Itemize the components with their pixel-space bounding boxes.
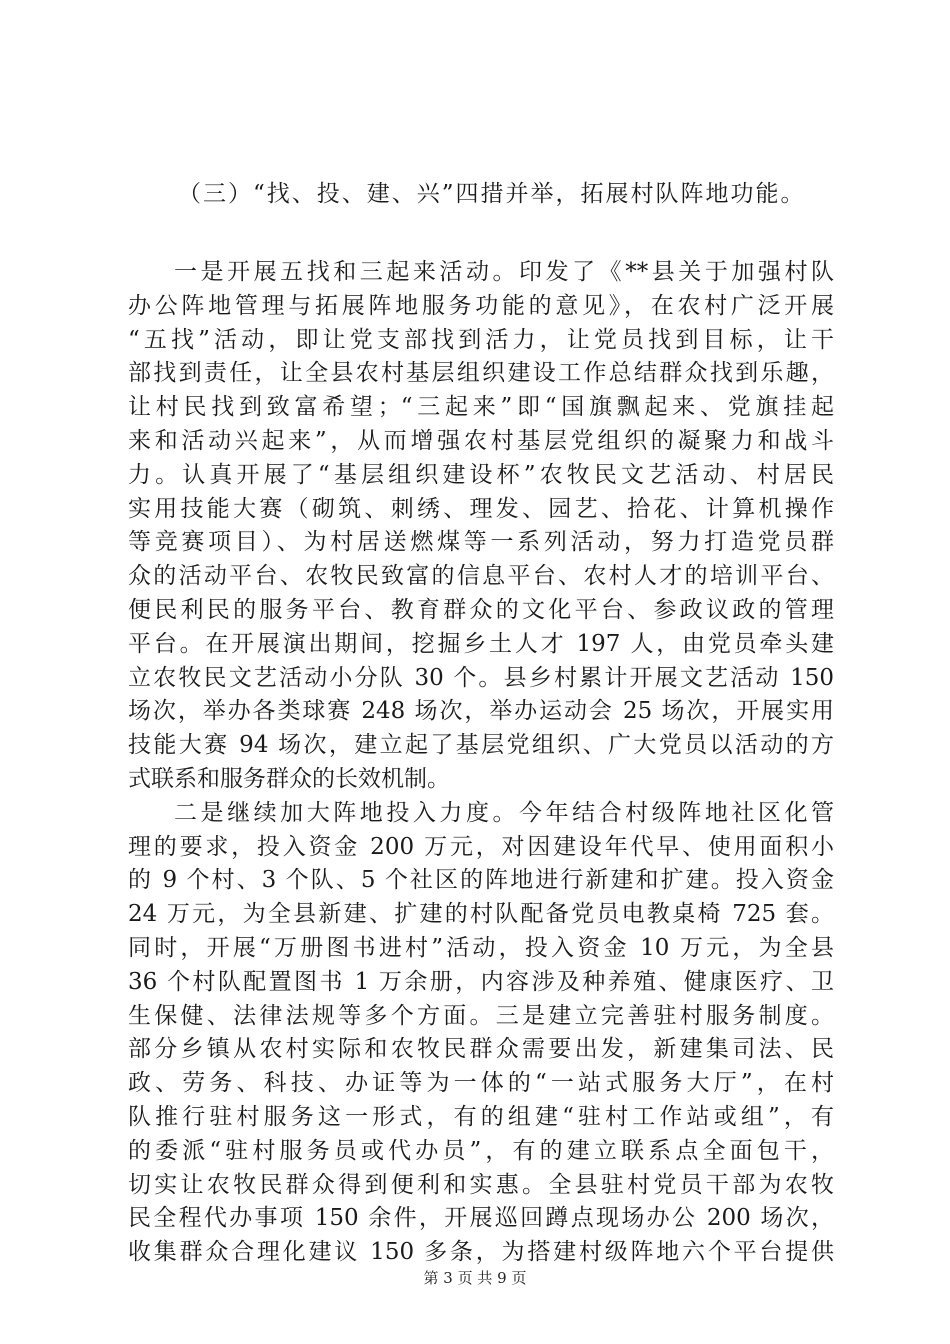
paragraph-line: 民全程代办事项 150 余件，开展巡回蹲点现场办公 200 场次， — [128, 1205, 834, 1232]
paragraph-line: 技能大赛 94 场次，建立起了基层党组织、广大党员以活动的方 — [128, 732, 834, 759]
paragraph-line: 办公阵地管理与拓展阵地服务功能的意见》，在农村广泛开展 — [128, 292, 834, 319]
paragraph-line: 切实让农牧民群众得到便利和实惠。全县驻村党员干部为农牧 — [128, 1171, 834, 1198]
paragraph-line: 二是继续加大阵地投入力度。今年结合村级阵地社区化管 — [174, 799, 834, 826]
paragraph-line: 同时，开展“万册图书进村”活动，投入资金 10 万元，为全县 — [128, 934, 834, 961]
paragraph-line: 队推行驻村服务这一形式，有的组建“驻村工作站或组”，有 — [128, 1103, 834, 1130]
section-heading: （三）“找、投、建、兴”四措并举，拓展村队阵地功能。 — [178, 181, 806, 207]
paragraph-line: 立农牧民文艺活动小分队 30 个。县乡村累计开展文艺活动 150 — [128, 664, 834, 691]
paragraph-line: 24 万元，为全县新建、扩建的村队配备党员电教桌椅 725 套。 — [128, 901, 834, 928]
paragraph-line: 来和活动兴起来”，从而增强农村基层党组织的凝聚力和战斗 — [128, 427, 834, 454]
paragraph-line: 式联系和服务群众的长效机制。 — [128, 765, 450, 792]
paragraph-line: 一是开展五找和三起来活动。印发了《**县关于加强村队 — [174, 259, 834, 285]
paragraph-line: 实用技能大赛（砌筑、刺绣、理发、园艺、拾花、计算机操作 — [128, 495, 834, 522]
paragraph-line: 便民利民的服务平台、教育群众的文化平台、参政议政的管理 — [128, 596, 834, 623]
paragraph-line: 36 个村队配置图书 1 万余册，内容涉及种养殖、健康医疗、卫 — [128, 968, 834, 995]
page-footer: 第 3 页 共 9 页 — [423, 1269, 527, 1287]
paragraph-line: 的 9 个村、3 个队、5 个社区的阵地进行新建和扩建。投入资金 — [128, 867, 834, 894]
paragraph-line: “五找”活动，即让党支部找到活力，让党员找到目标，让干 — [128, 326, 834, 353]
paragraph-line: 的委派“驻村服务员或代办员”，有的建立联系点全面包干， — [128, 1137, 834, 1164]
paragraph-line: 平台。在开展演出期间，挖掘乡土人才 197 人，由党员牵头建 — [128, 630, 834, 657]
paragraph-line: 收集群众合理化建议 150 多条，为搭建村级阵地六个平台提供 — [128, 1239, 834, 1266]
paragraph-line: 生保健、法律法规等多个方面。三是建立完善驻村服务制度。 — [128, 1002, 834, 1029]
paragraph-line: 部分乡镇从农村实际和农牧民群众需要出发，新建集司法、民 — [128, 1036, 834, 1063]
paragraph-line: 部找到责任，让全县农村基层组织建设工作总结群众找到乐趣， — [128, 360, 834, 387]
paragraph-line: 场次，举办各类球赛 248 场次，举办运动会 25 场次，开展实用 — [128, 698, 834, 725]
paragraph-line: 等竞赛项目）、为村居送燃煤等一系列活动，努力打造党员群 — [128, 529, 834, 556]
body-text — [128, 256, 834, 1270]
paragraph-line: 众的活动平台、农牧民致富的信息平台、农村人才的培训平台、 — [128, 563, 834, 590]
paragraph-line: 政、劳务、科技、办证等为一体的“一站式服务大厅”，在村 — [128, 1070, 834, 1097]
paragraph-line: 力。认真开展了“基层组织建设杯”农牧民文艺活动、村居民 — [128, 461, 834, 488]
paragraph-line: 理的要求，投入资金 200 万元，对因建设年代早、使用面积小 — [128, 833, 834, 860]
paragraph-line: 让村民找到致富希望；“三起来”即“国旗飘起来、党旗挂起 — [128, 394, 834, 421]
